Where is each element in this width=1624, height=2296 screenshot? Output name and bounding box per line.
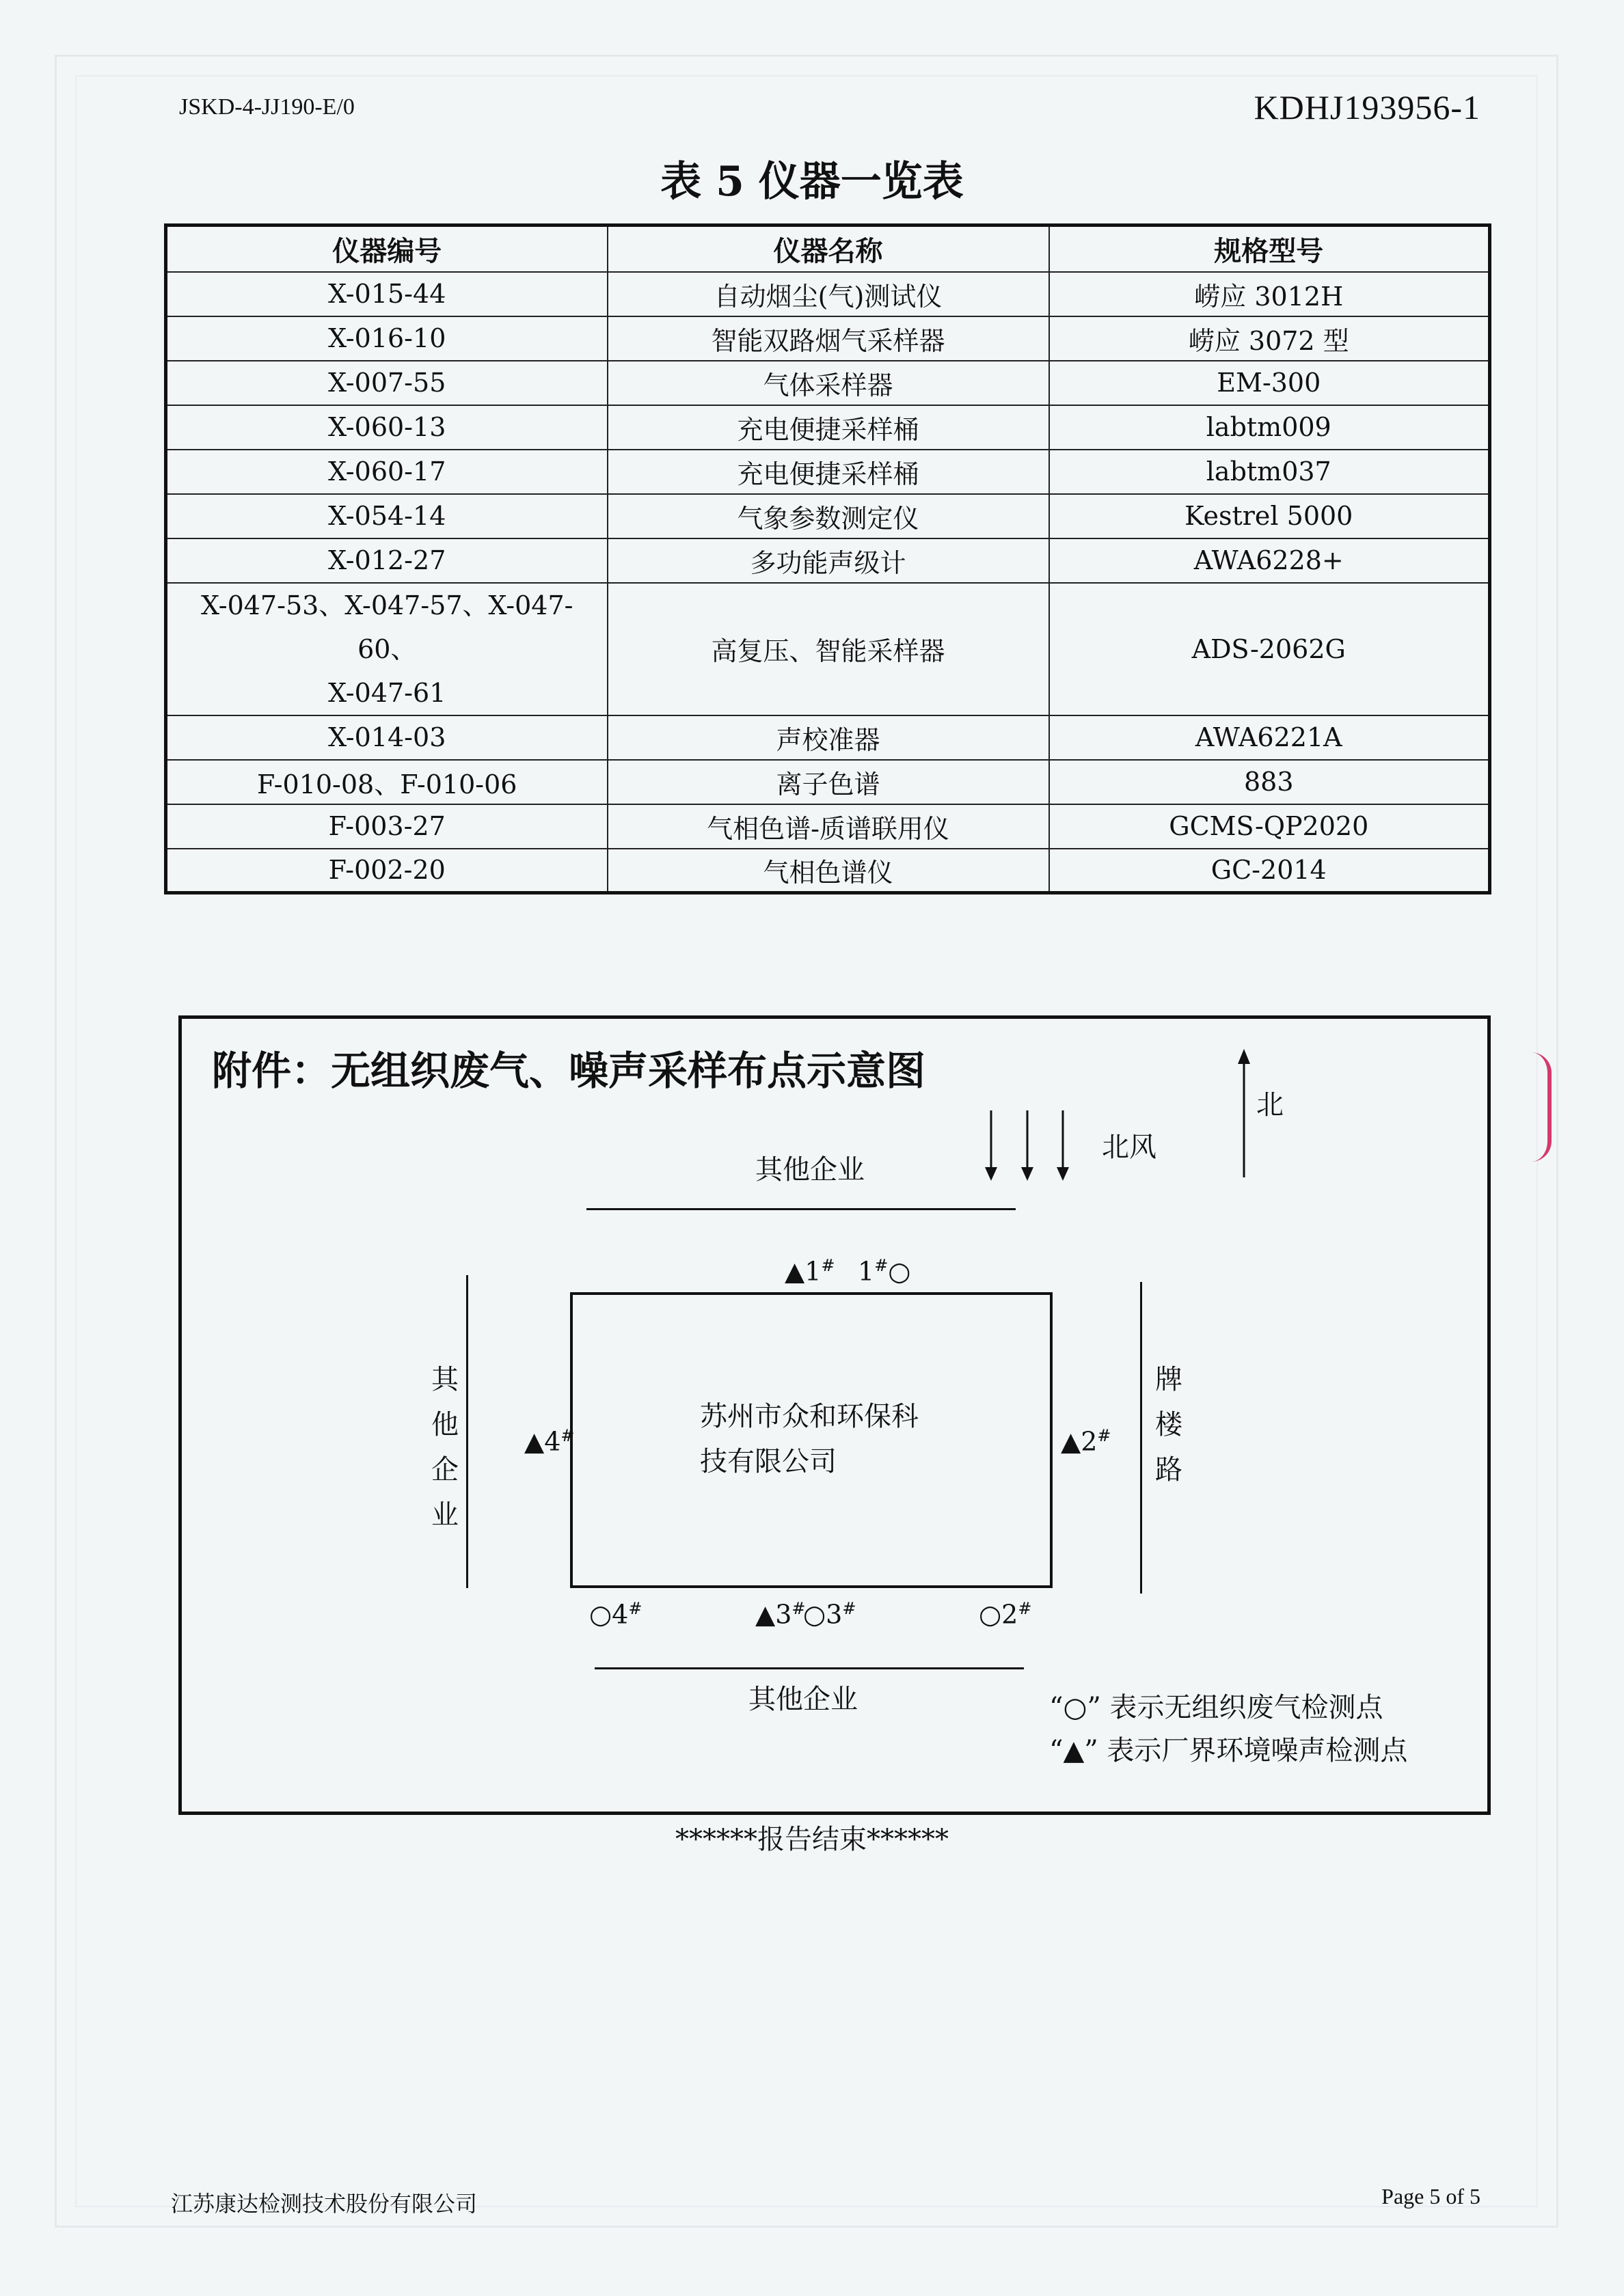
gas-point-1: 1#○ <box>858 1256 911 1287</box>
cell-id-line1: X-047-53、X-047-57、X-047-60、 <box>201 590 573 664</box>
cell-id <box>166 583 608 715</box>
cell-name: 气相色谱-质谱联用仪 <box>608 804 1049 849</box>
header-instrument-name: 仪器名称 <box>608 226 1049 272</box>
cell-id: X-060-13 <box>166 405 608 450</box>
footer-page-number: Page 5 of 5 <box>1381 2184 1480 2209</box>
north-label: 北 <box>1256 1089 1284 1121</box>
table-row <box>166 849 1490 893</box>
cell-id: X-007-55 <box>166 361 608 405</box>
table-row <box>166 583 1490 715</box>
cell-model: 崂应 3012H <box>1049 272 1490 316</box>
footer-company: 江苏康达检测技术股份有限公司 <box>171 2191 478 2217</box>
cell-model: EM-300 <box>1049 361 1490 405</box>
site-name <box>700 1394 946 1484</box>
header-model: 规格型号 <box>1049 226 1490 272</box>
cell-model: GCMS-QP2020 <box>1049 804 1490 849</box>
legend-noise-point: “▲” 表示厂界环境噪声检测点 <box>1049 1735 1408 1766</box>
table-row <box>166 760 1490 804</box>
cell-name: 充电便捷采样桶 <box>608 450 1049 494</box>
cell-id: F-002-20 <box>166 849 608 893</box>
report-number: KDHJ193956-1 <box>1254 88 1480 126</box>
cell-model: AWA6221A <box>1049 715 1490 760</box>
wind-arrows-icon <box>981 1110 1077 1182</box>
table-row <box>166 804 1490 849</box>
legend-gas-point: “○” 表示无组织废气检测点 <box>1049 1692 1383 1723</box>
report-end-marker: ******报告结束****** <box>675 1824 949 1855</box>
cell-name: 高复压、智能采样器 <box>608 583 1049 715</box>
left-boundary-line <box>466 1275 468 1588</box>
doc-code: JSKD-4-JJ190-E/0 <box>179 94 355 120</box>
table-row <box>166 494 1490 538</box>
cell-id: X-015-44 <box>166 272 608 316</box>
cell-name: 离子色谱 <box>608 760 1049 804</box>
cell-name: 多功能声级计 <box>608 538 1049 583</box>
cell-model: labtm037 <box>1049 450 1490 494</box>
cell-name: 气象参数测定仪 <box>608 494 1049 538</box>
gas-point-4: ○4# <box>589 1599 642 1630</box>
cell-name: 自动烟尘(气)测试仪 <box>608 272 1049 316</box>
cell-name: 气相色谱仪 <box>608 849 1049 893</box>
bottom-boundary-line <box>595 1667 1024 1669</box>
site-name-line2: 技有限公司 <box>700 1446 837 1477</box>
left-neighbor-label: 其 他 企 业 <box>431 1364 459 1531</box>
cell-model: Kestrel 5000 <box>1049 494 1490 538</box>
bottom-neighbor-label: 其他企业 <box>748 1684 858 1715</box>
noise-point-1: ▲1# <box>785 1256 835 1287</box>
instrument-table <box>164 223 1491 894</box>
cell-id: F-010-08、F-010-06 <box>166 760 608 804</box>
table-row <box>166 538 1490 583</box>
table-row <box>166 361 1490 405</box>
cell-id: X-014-03 <box>166 715 608 760</box>
diagram-title: 附件：无组织废气、噪声采样布点示意图 <box>212 1048 926 1094</box>
cell-name: 气体采样器 <box>608 361 1049 405</box>
gas-point-2: ○2# <box>979 1599 1032 1630</box>
noise-point-4: ▲4# <box>524 1426 575 1457</box>
noise-point-3: ▲3# <box>755 1599 806 1630</box>
table-row <box>166 316 1490 361</box>
table-row <box>166 405 1490 450</box>
north-arrow-icon <box>1230 1049 1258 1179</box>
table-header-row <box>166 226 1490 272</box>
cell-name: 充电便捷采样桶 <box>608 405 1049 450</box>
cell-id: X-054-14 <box>166 494 608 538</box>
right-boundary-line <box>1140 1282 1142 1594</box>
cell-id-line2: X-047-61 <box>328 677 446 708</box>
red-ink-mark <box>1531 1052 1552 1162</box>
table-row <box>166 715 1490 760</box>
cell-id: F-003-27 <box>166 804 608 849</box>
top-neighbor-label: 其他企业 <box>755 1154 865 1186</box>
table-title: 表 5 仪器一览表 <box>660 158 964 206</box>
cell-model: GC-2014 <box>1049 849 1490 893</box>
cell-id: X-016-10 <box>166 316 608 361</box>
cell-id: X-012-27 <box>166 538 608 583</box>
cell-model: ADS-2062G <box>1049 583 1490 715</box>
cell-model: AWA6228+ <box>1049 538 1490 583</box>
cell-model: 崂应 3072 型 <box>1049 316 1490 361</box>
top-boundary-line <box>586 1208 1016 1210</box>
cell-id: X-060-17 <box>166 450 608 494</box>
header-instrument-id: 仪器编号 <box>166 226 608 272</box>
site-name-line1: 苏州市众和环保科 <box>700 1401 919 1432</box>
wind-label: 北风 <box>1102 1132 1156 1163</box>
table-row <box>166 272 1490 316</box>
gas-point-3: ○3# <box>803 1599 856 1630</box>
noise-point-2: ▲2# <box>1061 1426 1111 1457</box>
cell-name: 声校准器 <box>608 715 1049 760</box>
cell-name: 智能双路烟气采样器 <box>608 316 1049 361</box>
table-row <box>166 450 1490 494</box>
cell-model: labtm009 <box>1049 405 1490 450</box>
right-road-label: 牌 楼 路 <box>1155 1364 1182 1486</box>
cell-model: 883 <box>1049 760 1490 804</box>
